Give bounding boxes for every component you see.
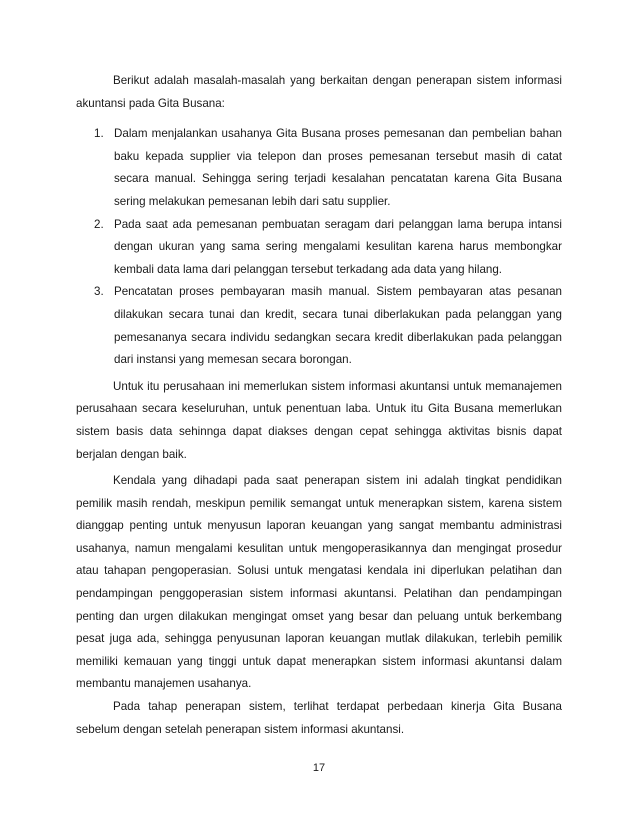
paragraph-3: Kendala yang dihadapi pada saat penerapan sistem ini adalah tingkat pendidikan pemilik masih rendah, meskipun pemilik semangat untuk menerapkan sistem, karena sistem dianggap penting untuk menyusun laporan keuangan yang sangat membantu administrasi usahanya, namun mengalami kesulitan untuk mengoperasikannya dan mengingat prosedur atau tahapan pengoperasian. Solusi untuk mengatasi kendala ini diperlukan pelatihan dan pendampingan penggoperasian sistem informasi akuntansi. Pelatihan dan pendampingan penting dan urgen dilakukan mengingat omset yang besar dan peluang untuk berkembang pesat juga ada, sehingga penyusunan laporan keuangan mutlak dilakukan, terlebih pemilik memiliki kemauan yang tinggi untuk dapat menerapkan sistem informasi akuntansi dalam membantu manajemen usahanya. <box>76 474 562 691</box>
list-item-number: 1. <box>94 127 104 141</box>
issues-list <box>76 123 562 372</box>
list-item-number: 2. <box>94 217 104 231</box>
paragraph-4: Pada tahap penerapan sistem, terlihat terdapat perbedaan kinerja Gita Busana sebelum dengan setelah penerapan sistem informasi akuntansi. <box>76 700 562 736</box>
page-number: 17 <box>312 762 326 774</box>
paragraph-2: Untuk itu perusahaan ini memerlukan sistem informasi akuntansi untuk memanajemen perusahaan secara keseluruhan, untuk penentuan laba. Untuk itu Gita Busana memerlukan sistem basis data sehinnga dapat diakses dengan cepat sehingga aktivitas bisnis dapat berjalan dengan baik. <box>76 379 562 461</box>
paragraph-intro: Berikut adalah masalah-masalah yang berkaitan dengan penerapan sistem informasi akuntansi pada Gita Busana: <box>76 74 562 110</box>
list-item-text: Dalam menjalankan usahanya Gita Busana proses pemesanan dan pembelian bahan baku kepada supplier via telepon dan proses pemesanan tersebut masih di catat secara manual. Sehingga sering terjadi kesalahan pencatatan karena Gita Busana sering melakukan pemesanan lebih dari satu supplier. <box>114 127 562 208</box>
list-item-number: 3. <box>94 285 104 299</box>
spacer <box>76 115 562 123</box>
list-item <box>76 214 562 282</box>
list-item-text: Pencatatan proses pembayaran masih manual. Sistem pembayaran atas pesanan dilakukan secara tunai dan kredit, secara tunai diberlakukan pada pelanggan yang pemesananya secara individu sedangkan secara kredit diberlakukan pada pelanggan dari instansi yang memesan secara borongan. <box>114 285 562 367</box>
body-text <box>76 70 562 741</box>
list-item <box>76 123 562 213</box>
list-item <box>76 281 562 371</box>
list-item-text: Pada saat ada pemesanan pembuatan seragam dari pelanggan lama berupa intansi dengan ukuran yang sama sering mengalami kesulitan karena harus membongkar kembali data lama dari pelanggan tersebut terkadang ada data yang hilang. <box>114 217 562 276</box>
